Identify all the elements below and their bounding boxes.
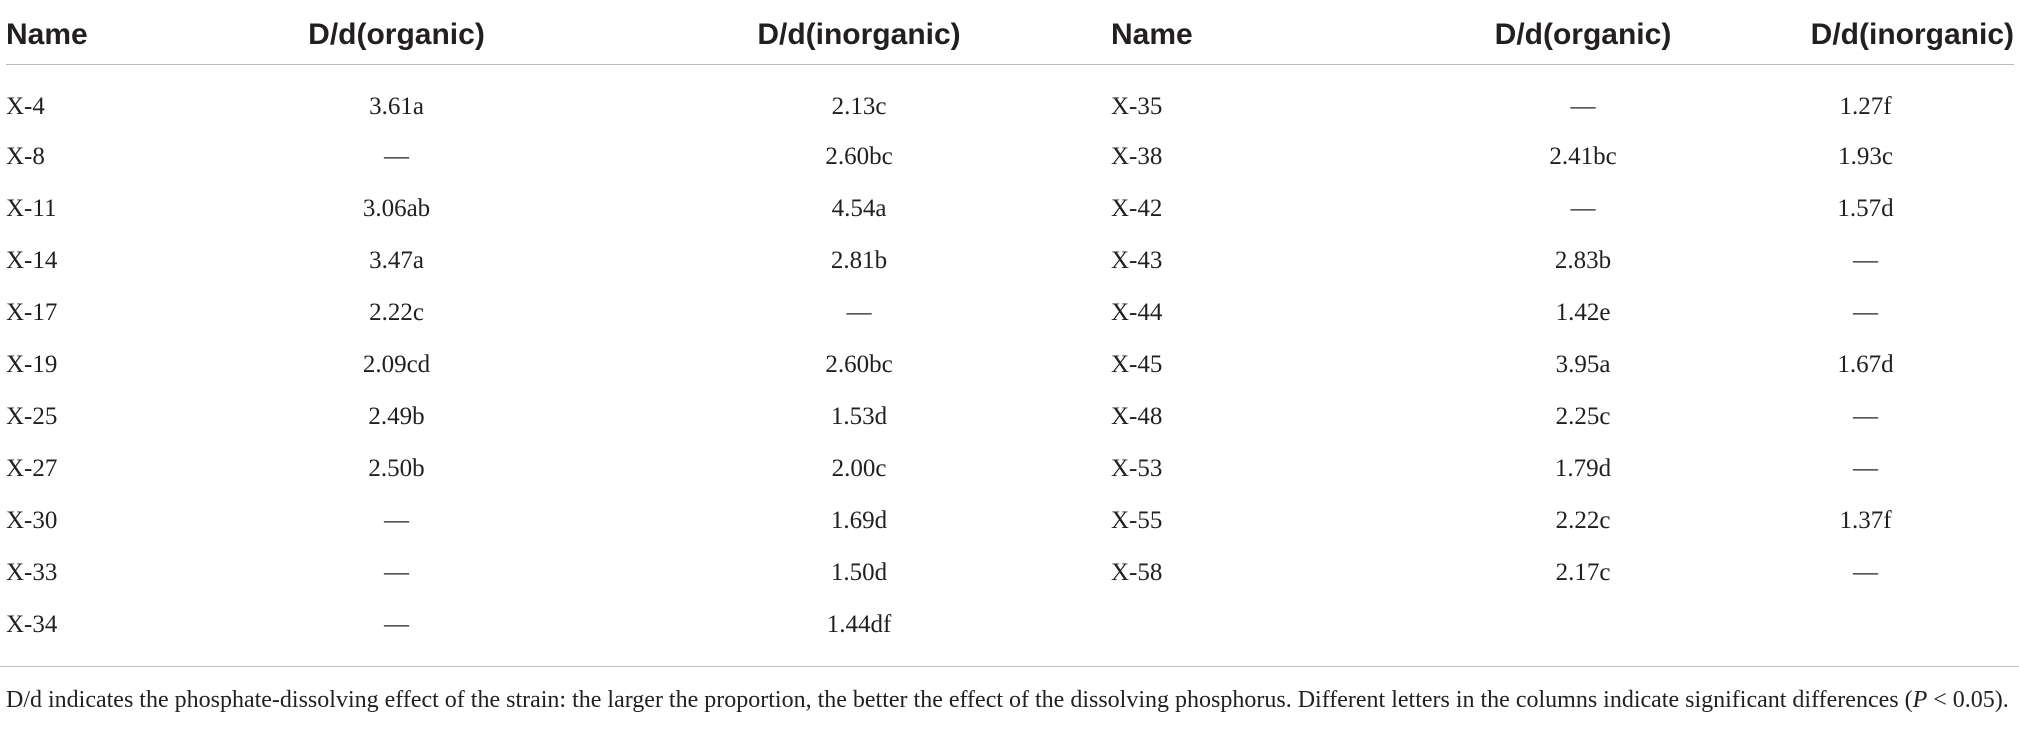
table-cell-organic: 2.25c: [1555, 403, 1611, 430]
table-cell-name: [1111, 599, 1449, 651]
table-cell-inorganic: 1.37f: [1839, 507, 1892, 534]
table-cell-name: X-34: [6, 611, 58, 638]
table-cell-organic: 3.95a: [1555, 351, 1611, 378]
table-cell-inorganic: —: [846, 299, 872, 326]
table-cell-organic: 3.06ab: [362, 195, 431, 222]
table-row: [6, 495, 2014, 547]
table-cell-inorganic: —: [1853, 247, 1878, 274]
table-cell-name: X-19: [6, 351, 58, 378]
table-cell-organic: 2.41bc: [1549, 143, 1617, 170]
table-cell-organic: 2.49b: [368, 403, 425, 430]
table-cell-organic: —: [1570, 93, 1596, 120]
table-cell-inorganic: 1.93c: [1838, 143, 1893, 170]
table-cell-name: X-33: [6, 559, 58, 586]
table-cell-organic: 2.22c: [1555, 507, 1611, 534]
table-cell-organic: 3.61a: [369, 93, 424, 120]
table-cell-inorganic: 1.27f: [1839, 93, 1892, 120]
table-cell-name: X-44: [1111, 299, 1163, 326]
table-row: [6, 339, 2014, 391]
table-row: [6, 443, 2014, 495]
table-cell-organic: 1.42e: [1555, 299, 1611, 326]
table-cell-organic: 2.83b: [1554, 247, 1612, 274]
table-cell-organic: 2.17c: [1555, 559, 1611, 586]
table-cell-inorganic: 2.00c: [831, 455, 887, 482]
table-cell-name: X-53: [1111, 455, 1163, 482]
table-cell-name: X-27: [6, 455, 58, 482]
table-row: [6, 547, 2014, 599]
table-cell-name: X-45: [1111, 351, 1163, 378]
table-cell-organic: —: [384, 507, 409, 534]
table-cell-organic: [1449, 599, 1717, 651]
table-cell-name: X-35: [1111, 93, 1163, 120]
table-cell-inorganic: 1.44df: [826, 611, 892, 638]
table-body: [6, 65, 2014, 652]
table-cell-name: X-4: [6, 93, 45, 120]
table-cell-inorganic: 2.60bc: [825, 143, 893, 170]
table-cell-inorganic: —: [1853, 403, 1878, 430]
table-cell-name: X-17: [6, 299, 58, 326]
table-cell-inorganic: 1.57d: [1837, 195, 1894, 222]
footnote-text: D/d indicates the phosphate-dissolving effect of the strain: the larger the proportion, the better the effect of the dissolving phosphorus. Different letters in the columns indicate significant differences (: [6, 687, 1913, 713]
table-cell-inorganic: —: [1853, 299, 1878, 326]
table-cell-organic: —: [384, 559, 409, 586]
column-header-organic-right: D/d(organic): [1449, 0, 1717, 65]
table-cell-name: X-25: [6, 403, 58, 430]
table-cell-inorganic: —: [1853, 455, 1878, 482]
table-cell-name: X-38: [1111, 143, 1163, 170]
table-cell-inorganic: 1.50d: [830, 559, 888, 586]
table-cell-organic: 2.50b: [368, 455, 425, 482]
column-header-inorganic-right: D/d(inorganic): [1717, 0, 2014, 65]
table-cell-organic: —: [384, 611, 409, 638]
table-row: [6, 131, 2014, 183]
footnote-p-symbol: P: [1912, 687, 1928, 713]
table-cell-inorganic: [1717, 599, 2014, 651]
table-cell-inorganic: 1.67d: [1837, 351, 1894, 378]
table-cell-name: X-8: [6, 143, 45, 170]
table-cell-name: X-55: [1111, 507, 1163, 534]
column-header-name-right: Name: [1111, 0, 1449, 65]
table-cell-inorganic: 1.69d: [830, 507, 888, 534]
table-cell-organic: 3.47a: [369, 247, 424, 274]
table-cell-organic: 2.22c: [369, 299, 424, 326]
column-header-name-left: Name: [6, 0, 186, 65]
table-cell-organic: 1.79d: [1554, 455, 1612, 482]
table-cell-name: X-43: [1111, 247, 1163, 274]
footnote-text-end: < 0.05).: [1927, 687, 2009, 713]
table-cell-organic: —: [1570, 195, 1596, 222]
table-cell-inorganic: 2.60bc: [825, 351, 893, 378]
table-cell-organic: 2.09cd: [362, 351, 431, 378]
results-table: [6, 0, 2014, 651]
table-cell-name: X-11: [6, 195, 57, 222]
table-footnote: [6, 683, 2014, 718]
table-row: [6, 599, 2014, 651]
table-row: [6, 65, 2014, 132]
table-cell-inorganic: 4.54a: [831, 195, 887, 222]
table-cell-name: X-48: [1111, 403, 1163, 430]
table-cell-name: X-30: [6, 507, 58, 534]
table-row: [6, 391, 2014, 443]
footnote-divider: [0, 666, 2019, 667]
table-cell-name: X-14: [6, 247, 58, 274]
table-cell-inorganic: 2.13c: [831, 93, 887, 120]
table-cell-name: X-58: [1111, 559, 1163, 586]
table-header-row: [6, 0, 2014, 65]
table-cell-inorganic: 2.81b: [830, 247, 888, 274]
table-cell-name: X-42: [1111, 195, 1163, 222]
column-header-inorganic-left: D/d(inorganic): [607, 0, 1111, 65]
table-row: [6, 287, 2014, 339]
column-header-organic-left: D/d(organic): [186, 0, 607, 65]
table-row: [6, 183, 2014, 235]
table-cell-inorganic: 1.53d: [830, 403, 888, 430]
table-cell-inorganic: —: [1853, 559, 1878, 586]
table-row: [6, 235, 2014, 287]
table-cell-organic: —: [384, 143, 409, 170]
